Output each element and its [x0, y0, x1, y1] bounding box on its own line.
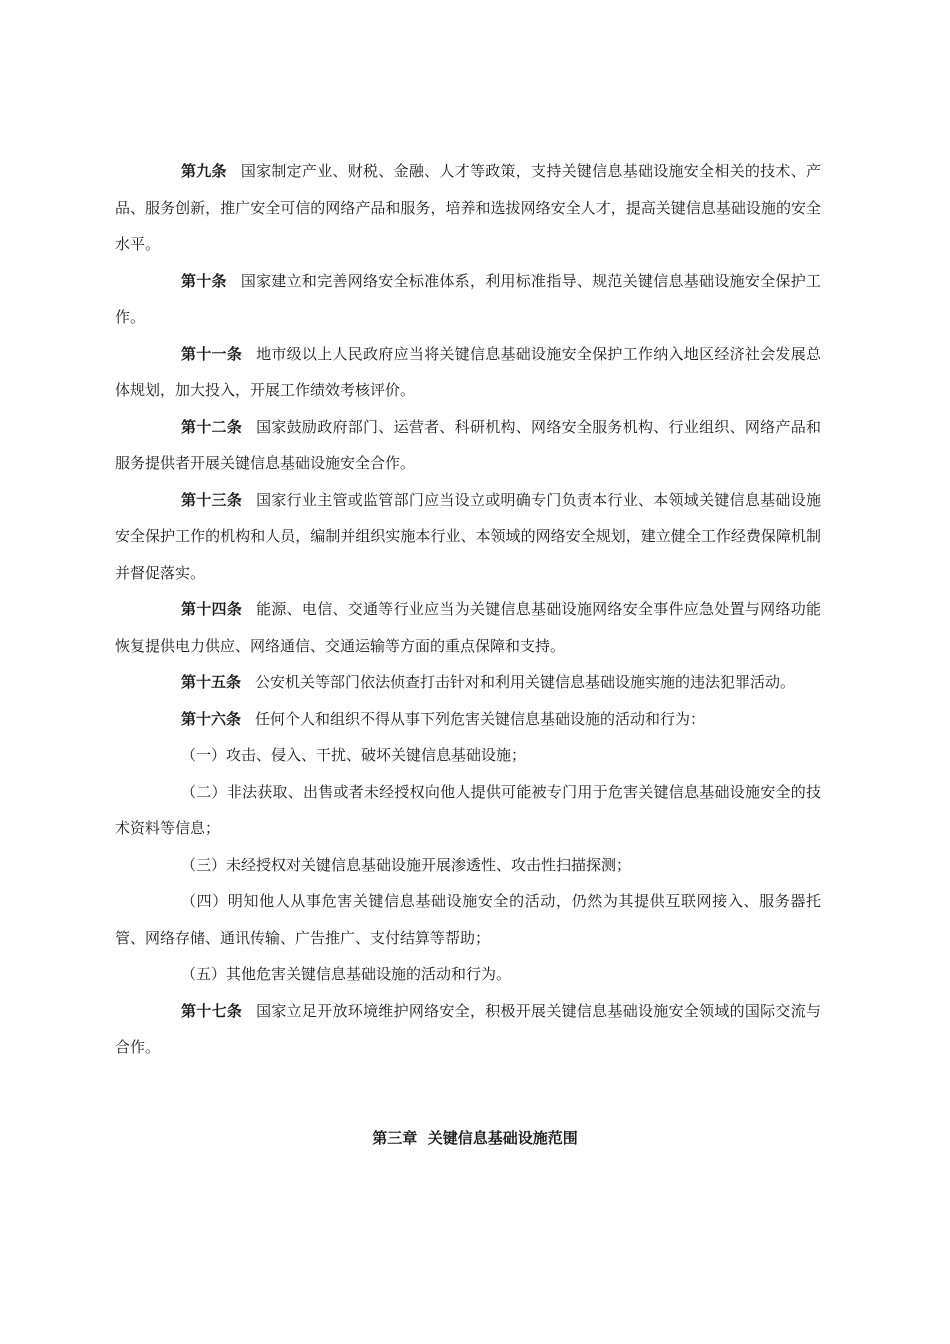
article-9 [115, 153, 821, 263]
article-label: 第十五条 [181, 673, 242, 691]
article-text: 能源、电信、交通等行业应当为关键信息基础设施网络安全事件应急处置与网络功能恢复提供电力供应、网络通信、交通运输等方面的重点保障和支持。 [115, 600, 821, 655]
article-label: 第十七条 [181, 1001, 243, 1020]
article-text: 国家建立和完善网络安全标准体系，利用标准指导、规范关键信息基础设施安全保护工作。 [115, 271, 821, 326]
article-10 [115, 263, 821, 336]
list-item: （一）攻击、侵入、干扰、破坏关键信息基础设施； [181, 746, 527, 764]
article-text: 地市级以上人民政府应当将关键信息基础设施安全保护工作纳入地区经济社会发展总体规划，加大投入，开展工作绩效考核评价。 [115, 344, 821, 399]
article-label: 第十三条 [181, 490, 243, 509]
chapter-heading: 第三章 关键信息基础设施范围 [372, 1129, 578, 1147]
article-text: 任何个人和组织不得从事下列危害关键信息基础设施的活动和行为： [255, 709, 706, 728]
article-label: 第十一条 [181, 344, 243, 363]
article-label: 第十六条 [181, 709, 242, 728]
article-12 [115, 409, 821, 482]
list-item: （五）其他危害关键信息基础设施的活动和行为。 [181, 965, 512, 983]
article-text: 国家行业主管或监管部门应当设立或明确专门负责本行业、本领域关键信息基础设施安全保护工作的机构和人员，编制并组织实施本行业、本领域的网络安全规划，建立健全工作经费保障机制并督促落实。 [115, 490, 821, 582]
article-15 [115, 664, 821, 701]
list-item: （三）未经授权对关键信息基础设施开展渗透性、攻击性扫描探测； [181, 855, 632, 874]
article-label: 第十四条 [181, 600, 243, 618]
article-text: 国家制定产业、财税、金融、人才等政策，支持关键信息基础设施安全相关的技术、产品、服务创新，推广安全可信的网络产品和服务，培养和选拔网络安全人才，提高关键信息基础设施的安全水平。 [115, 162, 821, 253]
article-label: 第十条 [181, 271, 227, 290]
article-text: 国家鼓励政府部门、运营者、科研机构、网络安全服务机构、行业组织、网络产品和服务提供者开展关键信息基础设施安全合作。 [115, 417, 821, 472]
article-14 [115, 591, 821, 664]
article-text: 国家立足开放环境维护网络安全，积极开展关键信息基础设施安全领域的国际交流与合作。 [115, 1001, 821, 1056]
list-item: （四）明知他人从事危害关键信息基础设施安全的活动，仍然为其提供互联网接入、服务器托管、网络存储、通讯传输、广告推广、支付结算等帮助； [115, 892, 821, 947]
list-item: （二）非法获取、出售或者未经授权向他人提供可能被专门用于危害关键信息基础设施安全的技术资料等信息； [115, 782, 821, 837]
article-11 [115, 336, 821, 409]
article-16 [115, 701, 821, 738]
article-label: 第十二条 [181, 417, 243, 436]
article-13 [115, 482, 821, 592]
article-17 [115, 993, 821, 1066]
article-text: 公安机关等部门依法侦查打击针对和利用关键信息基础设施实施的违法犯罪活动。 [255, 673, 796, 691]
article-label: 第九条 [181, 162, 227, 180]
document-body [115, 153, 821, 1066]
